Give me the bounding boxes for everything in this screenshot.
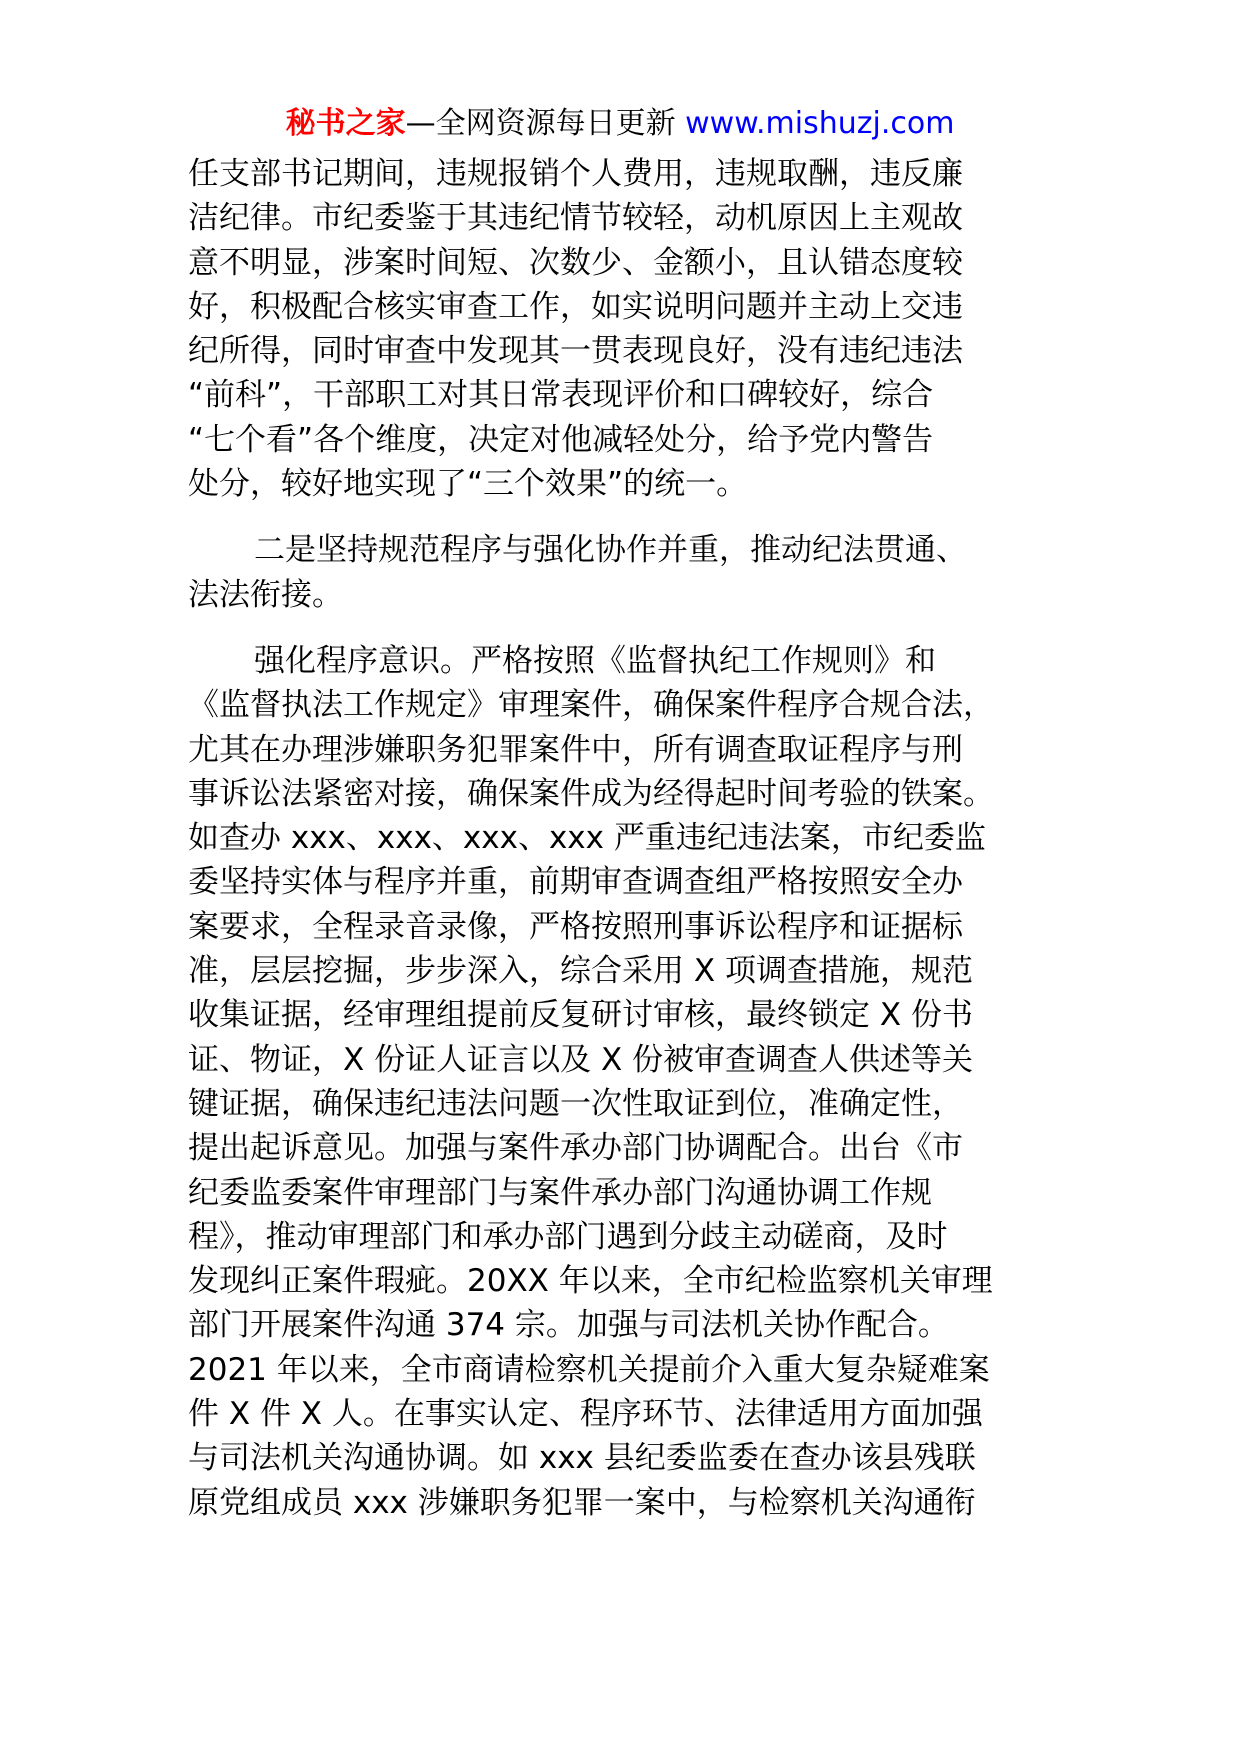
text-line: 事诉讼法紧密对接，确保案件成为经得起时间考验的铁案。 xyxy=(188,775,994,812)
text-line: 案要求，全程录音录像，严格按照刑事诉讼程序和证据标 xyxy=(188,908,963,945)
text-line: 件 X 件 X 人。在事实认定、程序环节、法律适用方面加强 xyxy=(188,1396,983,1433)
text-line: 意不明显，涉案时间短、次数少、金额小，且认错态度较 xyxy=(188,244,963,281)
text-line: 任支部书记期间，违规报销个人费用，违规取酬，违反廉 xyxy=(188,156,963,192)
text-line: 委坚持实体与程序并重，前期审查调查组严格按照安全办 xyxy=(188,864,963,901)
text-line: 准，层层挖掘，步步深入，综合采用 X 项调查措施，规范 xyxy=(188,953,973,990)
text-line: 发现纠正案件瑕疵。20XX 年以来，全市纪检监察机关审理 xyxy=(188,1263,993,1300)
text-line: 2021 年以来，全市商请检察机关提前介入重大复杂疑难案 xyxy=(188,1351,990,1388)
brand-name: 秘书之家 xyxy=(285,106,406,141)
text-line: 证、物证，X 份证人证言以及 X 份被审查调查人供述等关 xyxy=(188,1041,974,1078)
header-slogan: —全网资源每日更新 xyxy=(405,106,686,141)
section-heading-line: 法法衔接。 xyxy=(188,576,343,613)
section-heading-line: 二是坚持规范程序与强化协作并重，推动纪法贯通、 xyxy=(254,532,967,569)
text-line: 尤其在办理涉嫌职务犯罪案件中，所有调查取证程序与刑 xyxy=(188,731,963,768)
text-line: 纪委监委案件审理部门与案件承办部门沟通协调工作规 xyxy=(188,1174,932,1211)
document-body xyxy=(188,152,1068,1525)
text-line: 处分，较好地实现了“三个效果”的统一。 xyxy=(188,466,748,503)
text-line: 纪所得，同时审查中发现其一贯表现良好，没有违纪违法 xyxy=(188,333,963,370)
text-line: 收集证据，经审理组提前反复研讨审核，最终锁定 X 份书 xyxy=(188,997,973,1034)
text-line: 好，积极配合核实审查工作，如实说明问题并主动上交违 xyxy=(188,288,963,325)
text-line: 洁纪律。市纪委鉴于其违纪情节较轻，动机原因上主观故 xyxy=(188,200,963,237)
text-line: 键证据，确保违纪违法问题一次性取证到位，准确定性， xyxy=(188,1085,963,1122)
text-line: “七个看”各个维度，决定对他减轻处分，给予党内警告 xyxy=(188,421,934,458)
site-url-link[interactable]: www.mishuzj.com xyxy=(685,106,955,141)
text-line: 如查办 xxx、xxx、xxx、xxx 严重违纪违法案，市纪委监 xyxy=(188,820,986,857)
text-line: 《监督执法工作规定》审理案件，确保案件程序合规合法， xyxy=(188,687,994,724)
text-line: 程》，推动审理部门和承办部门遇到分歧主动磋商，及时 xyxy=(188,1218,948,1255)
text-line: 部门开展案件沟通 374 宗。加强与司法机关协作配合。 xyxy=(188,1307,949,1344)
text-line: “前科”，干部职工对其日常表现评价和口碑较好，综合 xyxy=(188,377,934,414)
page-header xyxy=(0,104,1240,144)
text-line: 强化程序意识。严格按照《监督执纪工作规则》和 xyxy=(254,642,936,679)
text-line: 原党组成员 xxx 涉嫌职务犯罪一案中，与检察机关沟通衔 xyxy=(188,1484,976,1521)
text-line: 提出起诉意见。加强与案件承办部门协调配合。出台《市 xyxy=(188,1130,963,1167)
text-line: 与司法机关沟通协调。如 xxx 县纪委监委在查办该县残联 xyxy=(188,1440,976,1477)
